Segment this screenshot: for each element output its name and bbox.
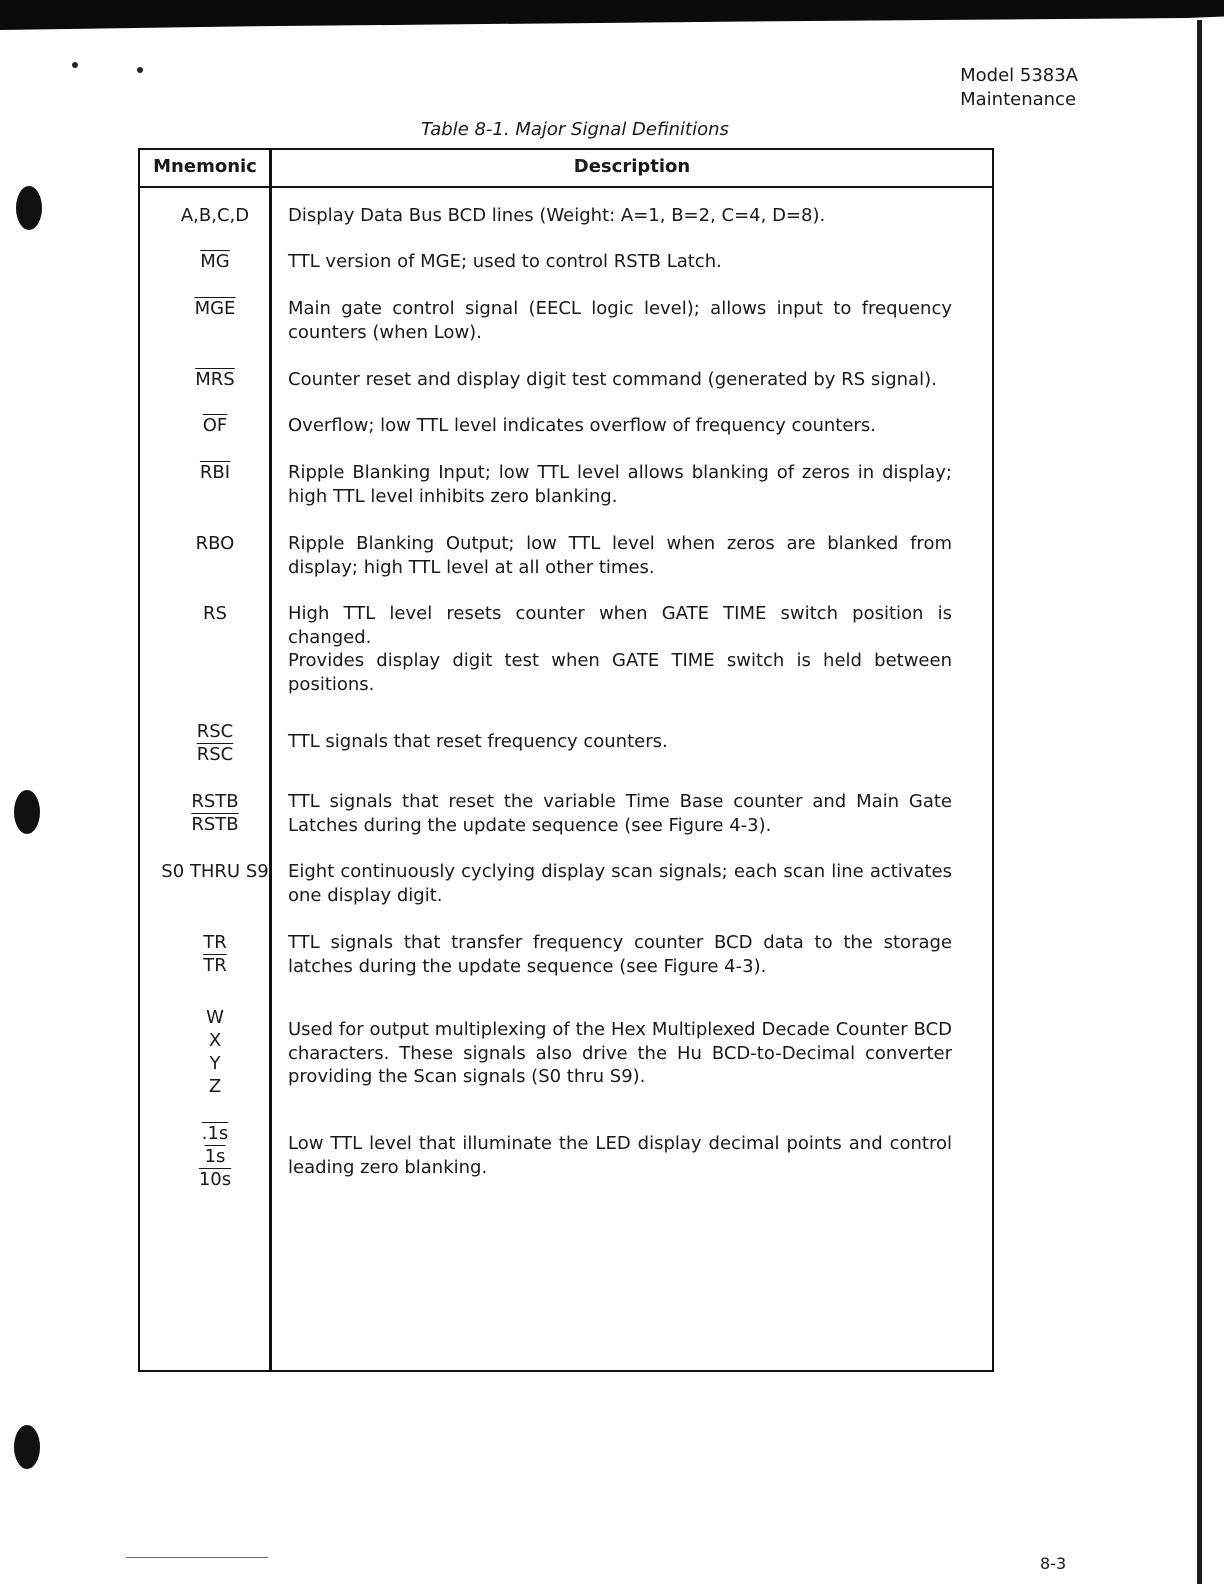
description-cell [288,602,952,696]
binder-hole [16,186,42,230]
mnemonic-text: W [206,1007,224,1028]
mnemonic-text: .1s [201,1123,229,1144]
mnemonic-header: Mnemonic [153,156,257,177]
description-cell [288,790,952,837]
mnemonic-cell [140,602,290,625]
mnemonic-cell [140,1122,290,1191]
mnemonic-cell [140,204,290,227]
footer-rule [126,1557,268,1558]
mnemonic-text: A,B,C,D [180,205,250,226]
mnemonic-text: $\overline{RBI}$ [199,462,231,483]
mnemonic-cell [140,461,290,484]
description-cell [288,532,952,579]
description-text: Main gate control signal (EECL logic level); allows input to frequency counters (when Low). [288,298,952,343]
scan-top-edge [0,0,1224,30]
mnemonic-text: 1s [204,1146,226,1167]
description-cell [288,297,952,344]
mnemonic-text: $\overline{MG}$ [200,251,230,272]
description-cell [288,250,952,274]
mnemonic-text: RBO [195,533,235,554]
description-cell [288,461,952,508]
description-text: Ripple Blanking Input; low TTL level allows blanking of zeros in display; high TTL level inhibits zero blanking. [288,462,952,507]
mnemonic-text: S0 THRU S9 [161,861,269,882]
mnemonic-cell [140,790,290,836]
binder-hole [14,1425,40,1469]
mnemonic-text: RSC [196,721,234,742]
mnemonic-text: $\overline{TR}$ [203,955,227,976]
description-text: Low TTL level that illuminate the LED display decimal points and control leading zero blanking. [288,1133,952,1178]
mnemonic-cell [140,532,290,555]
scan-speck [137,67,143,73]
description-text: Display Data Bus BCD lines (Weight: A=1, B=2, C=4, D=8). [288,205,826,226]
mnemonic-cell [140,860,290,883]
description-cell [288,414,952,438]
description-cell [288,1132,952,1179]
mnemonic-cell [140,720,290,766]
mnemonic-text: RS [203,603,227,624]
description-cell [288,368,952,392]
description-cell [288,860,952,907]
mnemonic-cell [140,1006,290,1098]
mnemonic-text: $\overline{MRS}$ [195,369,235,390]
scan-speck [72,62,78,68]
mnemonic-text: 10s [198,1169,232,1190]
signal-table [138,148,994,1372]
model-label: Model 5383A [960,65,1078,86]
mnemonic-text: $\overline{OF}$ [202,415,228,436]
mnemonic-text: Z [208,1076,222,1097]
description-text: TTL version of MGE; used to control RSTB Latch. [288,251,722,272]
description-cell [288,1018,952,1089]
mnemonic-text: RSTB [191,791,239,812]
mnemonic-text: $\overline{MGE}$ [194,298,236,319]
mnemonic-cell [140,931,290,977]
description-text: TTL signals that reset frequency counters. [288,731,668,752]
mnemonic-text: Y [209,1053,221,1074]
table-title: Table 8-1. Major Signal Definitions [421,119,729,140]
page-header [960,64,1078,112]
mnemonic-cell [140,250,290,273]
mnemonic-text: X [208,1030,222,1051]
binder-hole [14,790,40,834]
description-cell [288,730,952,754]
description-text: Eight continuously cyclying display scan signals; each scan line activates one display digit. [288,861,952,906]
description-text: Overflow; low TTL level indicates overflow of frequency counters. [288,415,876,436]
mnemonic-cell [140,368,290,391]
section-label: Maintenance [960,89,1077,110]
description-text: TTL signals that reset the variable Time Base counter and Main Gate Latches during the update sequence (see Figure 4-3). [288,791,952,836]
description-text: Used for output multiplexing of the Hex Multiplexed Decade Counter BCD characters. These signals also drive the Hu BCD-to-Decimal converter providing the Scan signals (S0 thru S9). [288,1019,952,1087]
description-text: Counter reset and display digit test command (generated by RS signal). [288,369,937,390]
table-header-row [140,150,992,188]
mnemonic-text: RSTB [191,814,239,835]
description-text: High TTL level resets counter when GATE TIME switch position is changed. [288,603,952,648]
description-header: Description [573,156,691,177]
page-number: 8-3 [1040,1554,1067,1573]
description-text: Ripple Blanking Output; low TTL level when zeros are blanked from display; high TTL level at all other times. [288,533,952,578]
description-text: Provides display digit test when GATE TIME switch is held between positions. [288,650,952,695]
mnemonic-text: $\overline{RSC}$ [196,744,234,765]
description-text: TTL signals that transfer frequency counter BCD data to the storage latches during the update sequence (see Figure 4-3). [288,932,952,977]
scan-right-edge [1197,20,1202,1584]
mnemonic-text: TR [203,932,227,953]
description-cell [288,204,952,228]
mnemonic-cell [140,414,290,437]
mnemonic-cell [140,297,290,320]
description-cell [288,931,952,978]
